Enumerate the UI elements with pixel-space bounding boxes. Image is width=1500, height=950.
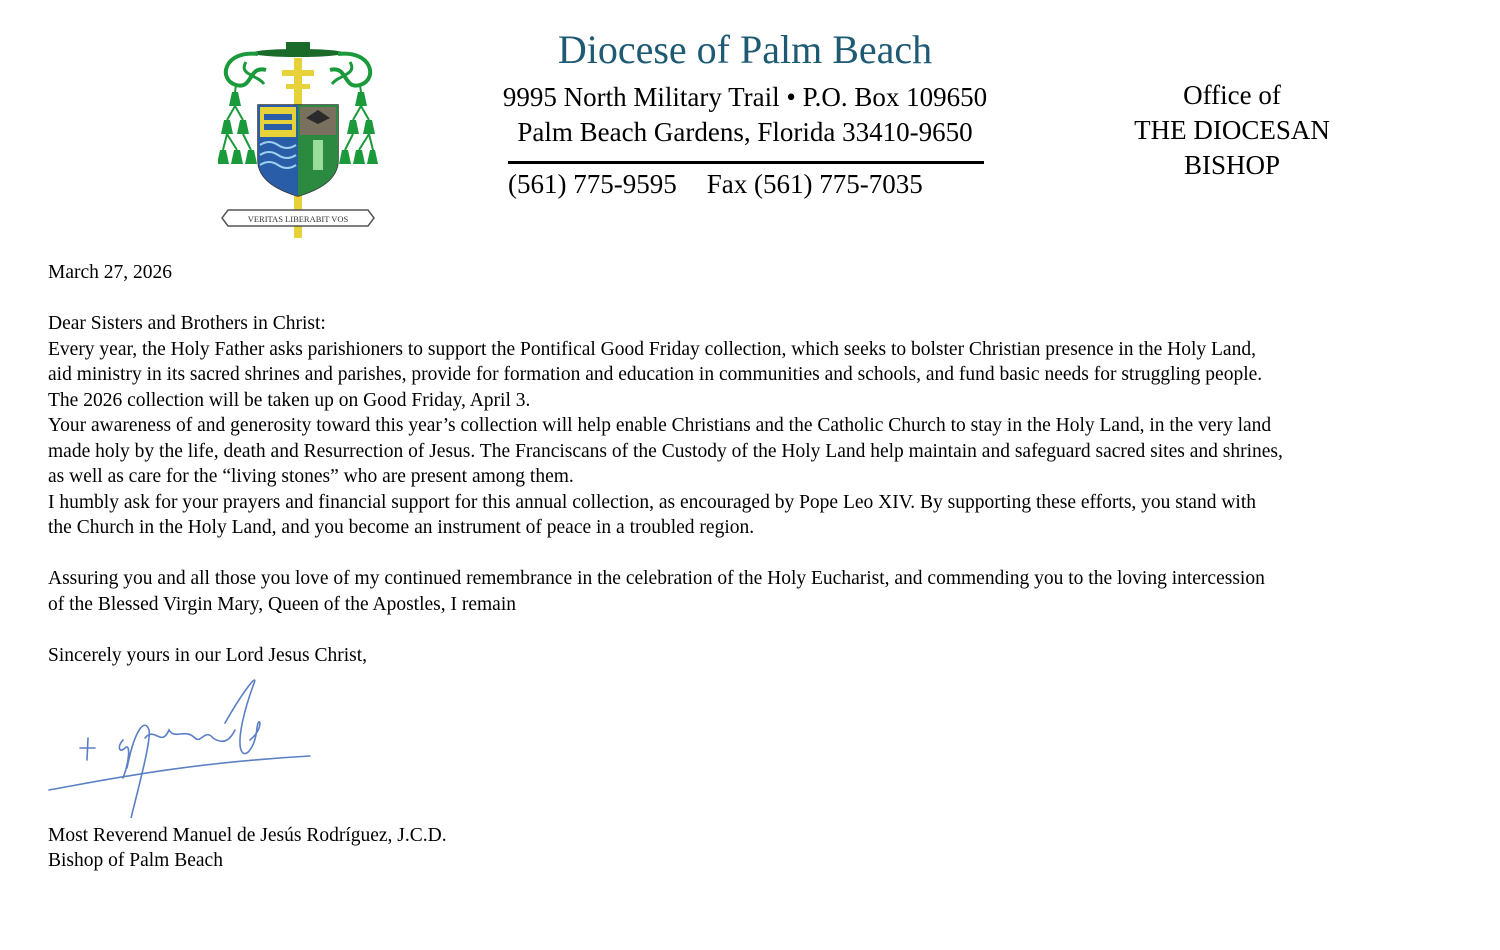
office-line-3: BISHOP — [1183, 150, 1281, 180]
paragraph-3-line: I humbly ask for your prayers and financial support for this annual collection, as encouraged by Pope Leo XIV. By supporting these efforts, you stand with — [48, 492, 1257, 513]
address-line-1: 9995 North Military Trail • P.O. Box 109650 — [502, 82, 988, 112]
paragraph-4-line: Assuring you and all those you love of my continued remembrance in the celebration of the Holy Eucharist, and commending you to the loving intercession — [48, 568, 1265, 589]
paragraph-1-line: aid ministry in its sacred shrines and parishes, provide for formation and education in communities and schools, and fund basic needs for struggling people. — [48, 364, 1263, 385]
diocese-title: Diocese of Palm Beach — [557, 27, 933, 72]
paragraph-2-line: Your awareness of and generosity toward this year’s collection will help enable Christians and the Catholic Church to stay in the Holy Land, in the very land — [48, 415, 1272, 436]
handwritten-signature — [45, 668, 315, 818]
fax-number: Fax (561) 775-7035 — [706, 169, 923, 199]
paragraph-1-line: The 2026 collection will be taken up on Good Friday, April 3. — [48, 390, 531, 411]
signer-title: Bishop of Palm Beach — [48, 850, 223, 871]
paragraph-1-line: Every year, the Holy Father asks parishioners to support the Pontifical Good Friday collection, which seeks to bolster Christian presence in the Holy Land, — [48, 339, 1256, 360]
crest-motto: VERITAS LIBERABIT VOS — [247, 214, 349, 224]
phone-number: (561) 775-9595 — [508, 169, 677, 199]
salutation: Dear Sisters and Brothers in Christ: — [48, 313, 326, 334]
header-divider — [508, 161, 984, 164]
paragraph-3-line: the Church in the Holy Land, and you become an instrument of peace in a troubled region. — [48, 517, 755, 538]
office-line-2: THE DIOCESAN — [1134, 115, 1330, 145]
paragraph-2-line: made holy by the life, death and Resurrection of Jesus. The Franciscans of the Custody of the Holy Land help maintain and safeguard sacred sites and shrines, — [48, 441, 1283, 462]
office-line-1: Office of — [1183, 80, 1281, 110]
signer-name: Most Reverend Manuel de Jesús Rodríguez, J.C.D. — [48, 825, 447, 846]
contact-numbers — [508, 169, 923, 200]
paragraph-4-line: of the Blessed Virgin Mary, Queen of the Apostles, I remain — [48, 594, 516, 615]
paragraph-2-line: as well as care for the “living stones” who are present among them. — [48, 466, 574, 487]
diocese-coat-of-arms — [218, 40, 378, 240]
closing: Sincerely yours in our Lord Jesus Christ, — [48, 645, 368, 666]
letter-date: March 27, 2026 — [48, 262, 173, 283]
address-line-2: Palm Beach Gardens, Florida 33410-9650 — [517, 117, 973, 147]
